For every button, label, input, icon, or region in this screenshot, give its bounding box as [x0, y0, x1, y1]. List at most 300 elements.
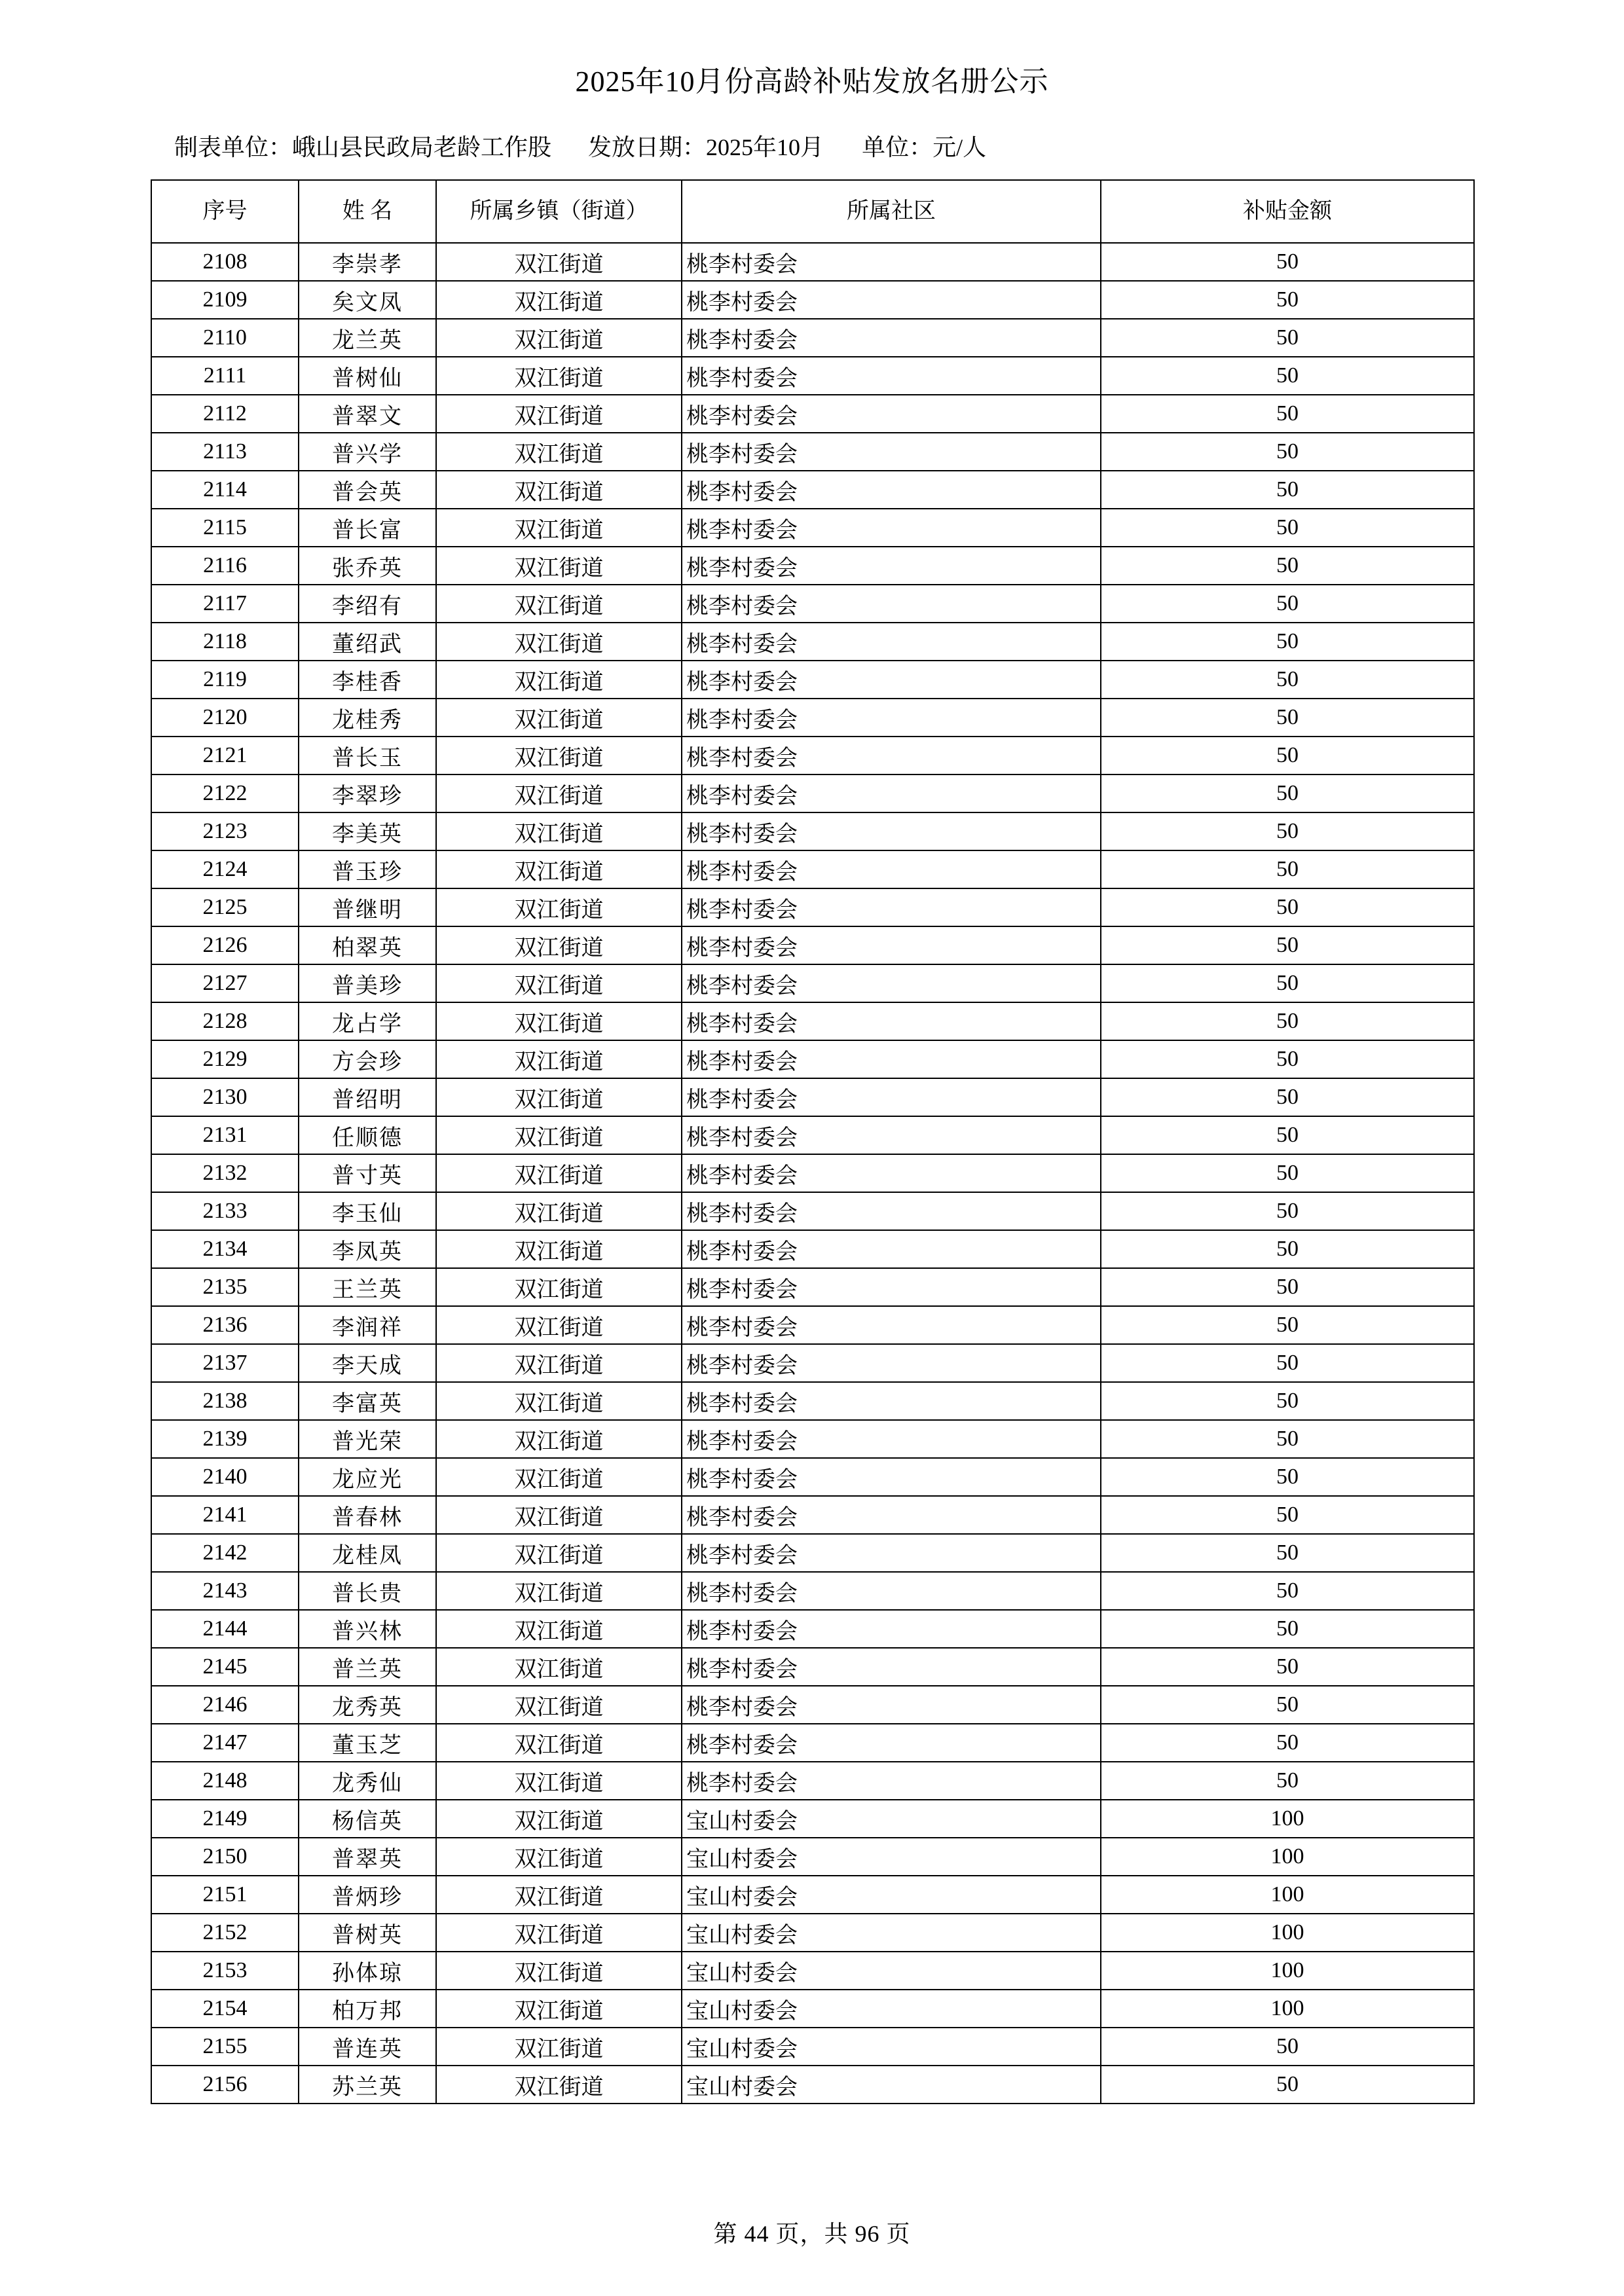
table-row [151, 1458, 1474, 1496]
cell-name: 李天成 [299, 1344, 436, 1382]
cell-community: 桃李村委会 [682, 1534, 1101, 1572]
cell-name: 孙体琼 [299, 1952, 436, 1990]
table-row [151, 395, 1474, 433]
cell-name: 龙应光 [299, 1458, 436, 1496]
cell-community: 宝山村委会 [682, 1800, 1101, 1838]
cell-community: 桃李村委会 [682, 433, 1101, 471]
table-row [151, 1192, 1474, 1230]
cell-town: 双江街道 [436, 433, 682, 471]
cell-amount: 50 [1101, 812, 1474, 850]
cell-community: 桃李村委会 [682, 1648, 1101, 1686]
cell-seq: 2132 [151, 1154, 299, 1192]
cell-community: 桃李村委会 [682, 1154, 1101, 1192]
cell-name: 普长贵 [299, 1572, 436, 1610]
cell-community: 桃李村委会 [682, 1040, 1101, 1078]
cell-community: 宝山村委会 [682, 1952, 1101, 1990]
cell-name: 李绍有 [299, 585, 436, 623]
cell-town: 双江街道 [436, 812, 682, 850]
column-header-seq: 序号 [151, 180, 299, 243]
cell-name: 普长富 [299, 509, 436, 547]
cell-amount: 50 [1101, 509, 1474, 547]
cell-seq: 2154 [151, 1990, 299, 2028]
cell-seq: 2125 [151, 888, 299, 926]
cell-name: 董玉芝 [299, 1724, 436, 1762]
cell-amount: 50 [1101, 1344, 1474, 1382]
cell-amount: 50 [1101, 1420, 1474, 1458]
table-row [151, 774, 1474, 812]
cell-community: 桃李村委会 [682, 1420, 1101, 1458]
cell-amount: 100 [1101, 1952, 1474, 1990]
table-row [151, 1686, 1474, 1724]
cell-town: 双江街道 [436, 1306, 682, 1344]
cell-community: 桃李村委会 [682, 281, 1101, 319]
cell-town: 双江街道 [436, 1420, 682, 1458]
cell-amount: 50 [1101, 585, 1474, 623]
cell-community: 桃李村委会 [682, 1610, 1101, 1648]
cell-town: 双江街道 [436, 243, 682, 281]
cell-town: 双江街道 [436, 1648, 682, 1686]
cell-seq: 2111 [151, 357, 299, 395]
cell-name: 普兰英 [299, 1648, 436, 1686]
table-row [151, 1914, 1474, 1952]
table-row [151, 2066, 1474, 2104]
cell-community: 桃李村委会 [682, 1724, 1101, 1762]
cell-amount: 50 [1101, 661, 1474, 699]
cell-name: 董绍武 [299, 623, 436, 661]
cell-town: 双江街道 [436, 1914, 682, 1952]
cell-town: 双江街道 [436, 319, 682, 357]
cell-seq: 2135 [151, 1268, 299, 1306]
cell-seq: 2110 [151, 319, 299, 357]
cell-town: 双江街道 [436, 1610, 682, 1648]
cell-seq: 2151 [151, 1876, 299, 1914]
table-row [151, 926, 1474, 964]
cell-community: 桃李村委会 [682, 1382, 1101, 1420]
cell-amount: 50 [1101, 623, 1474, 661]
cell-town: 双江街道 [436, 1686, 682, 1724]
cell-amount: 50 [1101, 1230, 1474, 1268]
cell-amount: 100 [1101, 1914, 1474, 1952]
cell-amount: 50 [1101, 926, 1474, 964]
cell-town: 双江街道 [436, 585, 682, 623]
table-row [151, 471, 1474, 509]
cell-seq: 2109 [151, 281, 299, 319]
cell-name: 普会英 [299, 471, 436, 509]
cell-seq: 2122 [151, 774, 299, 812]
cell-community: 桃李村委会 [682, 1230, 1101, 1268]
table-row [151, 812, 1474, 850]
cell-seq: 2126 [151, 926, 299, 964]
table-row [151, 1648, 1474, 1686]
document-meta [151, 129, 1473, 162]
cell-community: 桃李村委会 [682, 319, 1101, 357]
cell-amount: 50 [1101, 1078, 1474, 1116]
cell-name: 李桂香 [299, 661, 436, 699]
cell-name: 普绍明 [299, 1078, 436, 1116]
cell-name: 李翠珍 [299, 774, 436, 812]
cell-community: 桃李村委会 [682, 661, 1101, 699]
cell-amount: 50 [1101, 964, 1474, 1002]
cell-community: 桃李村委会 [682, 699, 1101, 737]
cell-seq: 2148 [151, 1762, 299, 1800]
cell-seq: 2155 [151, 2028, 299, 2066]
cell-seq: 2131 [151, 1116, 299, 1154]
cell-town: 双江街道 [436, 1230, 682, 1268]
cell-community: 桃李村委会 [682, 850, 1101, 888]
cell-name: 龙秀仙 [299, 1762, 436, 1800]
table-row [151, 623, 1474, 661]
table-row [151, 1800, 1474, 1838]
cell-town: 双江街道 [436, 1496, 682, 1534]
table-row [151, 1534, 1474, 1572]
cell-seq: 2138 [151, 1382, 299, 1420]
cell-town: 双江街道 [436, 699, 682, 737]
cell-seq: 2123 [151, 812, 299, 850]
column-header-town: 所属乡镇（街道） [436, 180, 682, 243]
cell-seq: 2118 [151, 623, 299, 661]
cell-community: 桃李村委会 [682, 1496, 1101, 1534]
cell-name: 李崇孝 [299, 243, 436, 281]
cell-community: 桃李村委会 [682, 1078, 1101, 1116]
cell-name: 王兰英 [299, 1268, 436, 1306]
cell-town: 双江街道 [436, 1078, 682, 1116]
cell-amount: 50 [1101, 357, 1474, 395]
cell-town: 双江街道 [436, 1952, 682, 1990]
table-row [151, 1116, 1474, 1154]
cell-town: 双江街道 [436, 774, 682, 812]
cell-town: 双江街道 [436, 1382, 682, 1420]
cell-name: 普寸英 [299, 1154, 436, 1192]
table-row [151, 850, 1474, 888]
cell-seq: 2134 [151, 1230, 299, 1268]
cell-name: 普美珍 [299, 964, 436, 1002]
cell-amount: 50 [1101, 1306, 1474, 1344]
cell-seq: 2153 [151, 1952, 299, 1990]
cell-town: 双江街道 [436, 1192, 682, 1230]
cell-community: 桃李村委会 [682, 812, 1101, 850]
cell-community: 宝山村委会 [682, 2028, 1101, 2066]
unit-value: 元/人 [932, 134, 987, 161]
cell-seq: 2136 [151, 1306, 299, 1344]
cell-community: 桃李村委会 [682, 1762, 1101, 1800]
cell-name: 李富英 [299, 1382, 436, 1420]
table-row [151, 281, 1474, 319]
cell-amount: 50 [1101, 1572, 1474, 1610]
cell-seq: 2142 [151, 1534, 299, 1572]
cell-amount: 100 [1101, 1990, 1474, 2028]
table-row [151, 1154, 1474, 1192]
cell-seq: 2127 [151, 964, 299, 1002]
cell-name: 龙兰英 [299, 319, 436, 357]
table-row [151, 737, 1474, 774]
page-title: 2025年10月份高龄补贴发放名册公示 [575, 65, 1049, 98]
cell-amount: 50 [1101, 1116, 1474, 1154]
cell-community: 宝山村委会 [682, 1876, 1101, 1914]
cell-amount: 50 [1101, 774, 1474, 812]
cell-community: 桃李村委会 [682, 1344, 1101, 1382]
cell-seq: 2133 [151, 1192, 299, 1230]
cell-seq: 2121 [151, 737, 299, 774]
table-row [151, 1496, 1474, 1534]
column-header-name: 姓 名 [299, 180, 436, 243]
cell-town: 双江街道 [436, 1534, 682, 1572]
cell-community: 桃李村委会 [682, 1572, 1101, 1610]
cell-seq: 2119 [151, 661, 299, 699]
cell-seq: 2108 [151, 243, 299, 281]
issue-date-label: 发放日期： [588, 134, 707, 161]
cell-community: 桃李村委会 [682, 1458, 1101, 1496]
cell-town: 双江街道 [436, 1154, 682, 1192]
table-row [151, 509, 1474, 547]
cell-name: 普连英 [299, 2028, 436, 2066]
cell-seq: 2117 [151, 585, 299, 623]
cell-amount: 50 [1101, 1382, 1474, 1420]
cell-seq: 2150 [151, 1838, 299, 1876]
cell-seq: 2141 [151, 1496, 299, 1534]
cell-community: 桃李村委会 [682, 471, 1101, 509]
cell-town: 双江街道 [436, 661, 682, 699]
cell-seq: 2144 [151, 1610, 299, 1648]
cell-community: 桃李村委会 [682, 509, 1101, 547]
cell-amount: 50 [1101, 737, 1474, 774]
cell-name: 普春林 [299, 1496, 436, 1534]
cell-amount: 50 [1101, 1724, 1474, 1762]
cell-seq: 2116 [151, 547, 299, 585]
cell-name: 柏万邦 [299, 1990, 436, 2028]
table-row [151, 1762, 1474, 1800]
cell-town: 双江街道 [436, 1002, 682, 1040]
table-row [151, 1382, 1474, 1420]
cell-name: 苏兰英 [299, 2066, 436, 2104]
subsidy-roster-table [151, 179, 1475, 2104]
cell-community: 桃李村委会 [682, 774, 1101, 812]
cell-name: 普炳珍 [299, 1876, 436, 1914]
cell-town: 双江街道 [436, 1040, 682, 1078]
cell-amount: 50 [1101, 1268, 1474, 1306]
table-row [151, 1344, 1474, 1382]
table-row [151, 699, 1474, 737]
cell-name: 普继明 [299, 888, 436, 926]
table-row [151, 1420, 1474, 1458]
cell-town: 双江街道 [436, 471, 682, 509]
unit-label: 单位： [862, 134, 933, 161]
cell-name: 龙桂凤 [299, 1534, 436, 1572]
cell-community: 桃李村委会 [682, 623, 1101, 661]
cell-amount: 50 [1101, 2028, 1474, 2066]
cell-amount: 50 [1101, 1610, 1474, 1648]
table-row [151, 661, 1474, 699]
cell-amount: 50 [1101, 1534, 1474, 1572]
table-row [151, 1002, 1474, 1040]
cell-community: 宝山村委会 [682, 1914, 1101, 1952]
cell-name: 普翠英 [299, 1838, 436, 1876]
cell-amount: 100 [1101, 1876, 1474, 1914]
cell-seq: 2140 [151, 1458, 299, 1496]
table-row [151, 433, 1474, 471]
cell-town: 双江街道 [436, 964, 682, 1002]
table-row [151, 1078, 1474, 1116]
cell-amount: 50 [1101, 281, 1474, 319]
cell-name: 普兴学 [299, 433, 436, 471]
table-row [151, 1306, 1474, 1344]
table-row [151, 1610, 1474, 1648]
cell-amount: 50 [1101, 1192, 1474, 1230]
column-header-amount: 补贴金额 [1101, 180, 1474, 243]
cell-name: 矣文凤 [299, 281, 436, 319]
cell-name: 李润祥 [299, 1306, 436, 1344]
cell-town: 双江街道 [436, 1344, 682, 1382]
cell-name: 方会珍 [299, 1040, 436, 1078]
cell-seq: 2149 [151, 1800, 299, 1838]
cell-name: 普树仙 [299, 357, 436, 395]
cell-community: 桃李村委会 [682, 1192, 1101, 1230]
column-header-community: 所属社区 [682, 180, 1101, 243]
cell-town: 双江街道 [436, 2066, 682, 2104]
cell-community: 桃李村委会 [682, 547, 1101, 585]
cell-amount: 50 [1101, 395, 1474, 433]
cell-community: 桃李村委会 [682, 243, 1101, 281]
cell-amount: 50 [1101, 699, 1474, 737]
cell-seq: 2143 [151, 1572, 299, 1610]
cell-name: 普翠文 [299, 395, 436, 433]
cell-amount: 50 [1101, 850, 1474, 888]
cell-town: 双江街道 [436, 357, 682, 395]
cell-amount: 50 [1101, 2066, 1474, 2104]
cell-seq: 2114 [151, 471, 299, 509]
cell-name: 杨信英 [299, 1800, 436, 1838]
cell-seq: 2113 [151, 433, 299, 471]
cell-town: 双江街道 [436, 2028, 682, 2066]
cell-name: 柏翠英 [299, 926, 436, 964]
cell-town: 双江街道 [436, 1990, 682, 2028]
cell-name: 普兴林 [299, 1610, 436, 1648]
cell-name: 李玉仙 [299, 1192, 436, 1230]
table-row [151, 1572, 1474, 1610]
cell-community: 宝山村委会 [682, 1838, 1101, 1876]
cell-town: 双江街道 [436, 1876, 682, 1914]
cell-community: 宝山村委会 [682, 1990, 1101, 2028]
cell-amount: 50 [1101, 471, 1474, 509]
cell-town: 双江街道 [436, 1762, 682, 1800]
cell-town: 双江街道 [436, 547, 682, 585]
cell-seq: 2137 [151, 1344, 299, 1382]
cell-seq: 2147 [151, 1724, 299, 1762]
cell-town: 双江街道 [436, 623, 682, 661]
cell-town: 双江街道 [436, 888, 682, 926]
cell-community: 桃李村委会 [682, 357, 1101, 395]
cell-amount: 100 [1101, 1838, 1474, 1876]
table-row [151, 1268, 1474, 1306]
maker-label: 制表单位： [174, 134, 293, 161]
table-row [151, 1990, 1474, 2028]
maker-value: 峨山县民政局老龄工作股 [292, 134, 552, 161]
cell-amount: 50 [1101, 1648, 1474, 1686]
cell-community: 桃李村委会 [682, 585, 1101, 623]
cell-town: 双江街道 [436, 737, 682, 774]
table-row [151, 243, 1474, 281]
cell-amount: 50 [1101, 1154, 1474, 1192]
cell-community: 宝山村委会 [682, 2066, 1101, 2104]
table-row [151, 1230, 1474, 1268]
cell-community: 桃李村委会 [682, 964, 1101, 1002]
cell-seq: 2152 [151, 1914, 299, 1952]
table-row [151, 319, 1474, 357]
cell-seq: 2146 [151, 1686, 299, 1724]
cell-amount: 50 [1101, 888, 1474, 926]
cell-seq: 2115 [151, 509, 299, 547]
table-row [151, 1952, 1474, 1990]
cell-amount: 50 [1101, 243, 1474, 281]
cell-amount: 50 [1101, 1002, 1474, 1040]
cell-name: 普玉珍 [299, 850, 436, 888]
cell-town: 双江街道 [436, 1800, 682, 1838]
cell-town: 双江街道 [436, 850, 682, 888]
cell-amount: 50 [1101, 1496, 1474, 1534]
cell-seq: 2130 [151, 1078, 299, 1116]
cell-name: 龙占学 [299, 1002, 436, 1040]
cell-name: 李凤英 [299, 1230, 436, 1268]
cell-seq: 2124 [151, 850, 299, 888]
cell-town: 双江街道 [436, 1268, 682, 1306]
cell-town: 双江街道 [436, 1458, 682, 1496]
table-row [151, 888, 1474, 926]
cell-town: 双江街道 [436, 926, 682, 964]
table-row [151, 964, 1474, 1002]
table-row [151, 1876, 1474, 1914]
cell-name: 普长玉 [299, 737, 436, 774]
cell-amount: 50 [1101, 1762, 1474, 1800]
cell-community: 桃李村委会 [682, 1002, 1101, 1040]
cell-name: 普树英 [299, 1914, 436, 1952]
cell-town: 双江街道 [436, 395, 682, 433]
table-row [151, 547, 1474, 585]
cell-amount: 50 [1101, 1686, 1474, 1724]
cell-name: 张乔英 [299, 547, 436, 585]
cell-seq: 2128 [151, 1002, 299, 1040]
cell-seq: 2139 [151, 1420, 299, 1458]
table-row [151, 585, 1474, 623]
table-row [151, 1838, 1474, 1876]
cell-community: 桃李村委会 [682, 737, 1101, 774]
cell-seq: 2112 [151, 395, 299, 433]
cell-amount: 50 [1101, 433, 1474, 471]
cell-community: 桃李村委会 [682, 1268, 1101, 1306]
cell-town: 双江街道 [436, 1572, 682, 1610]
cell-town: 双江街道 [436, 1724, 682, 1762]
cell-seq: 2156 [151, 2066, 299, 2104]
page-footer: 第 44 页，共 96 页 [713, 2221, 911, 2247]
cell-name: 任顺德 [299, 1116, 436, 1154]
table-row [151, 1040, 1474, 1078]
cell-town: 双江街道 [436, 1838, 682, 1876]
issue-date-value: 2025年10月 [706, 134, 824, 161]
cell-community: 桃李村委会 [682, 1686, 1101, 1724]
cell-community: 桃李村委会 [682, 1116, 1101, 1154]
table-header-row [151, 180, 1474, 243]
cell-name: 普光荣 [299, 1420, 436, 1458]
cell-seq: 2129 [151, 1040, 299, 1078]
cell-community: 桃李村委会 [682, 888, 1101, 926]
cell-community: 桃李村委会 [682, 1306, 1101, 1344]
table-row [151, 357, 1474, 395]
cell-name: 龙桂秀 [299, 699, 436, 737]
cell-seq: 2145 [151, 1648, 299, 1686]
cell-town: 双江街道 [436, 1116, 682, 1154]
cell-name: 李美英 [299, 812, 436, 850]
cell-amount: 50 [1101, 1458, 1474, 1496]
table-row [151, 1724, 1474, 1762]
cell-amount: 50 [1101, 1040, 1474, 1078]
